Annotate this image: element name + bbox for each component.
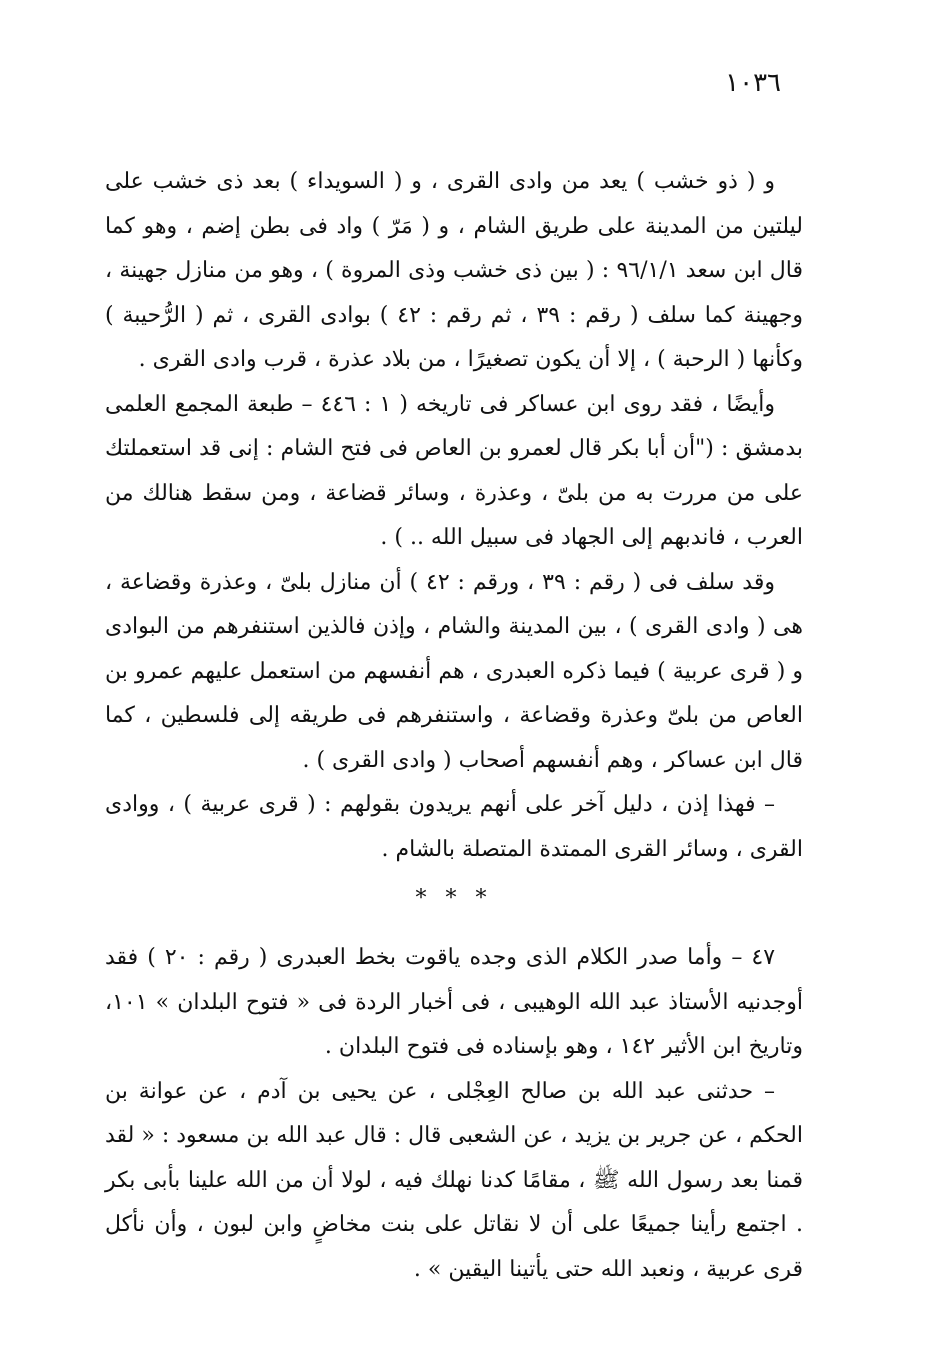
paragraph: – فهذا إذن ، دليل آخر على أنهم يريدون بقولهم : ( قرى عربية ) ، ووادى القرى ، وسائر القرى الممتدة المتصلة بالشام . xyxy=(105,792,803,862)
section-separator: * * * xyxy=(415,886,493,911)
paragraph: وأيضًا ، فقد روى ابن عساكر فى تاريخه ( ١ : ٤٤٦ – طبعة المجمع العلمى بدمشق : ("أن أبا بكر قال لعمرو بن العاص فى فتح الشام : إنى قد استعملتك على من مررت به من بلىّ ، وعذرة ، وسائر قضاعة ، ومن سقط هنالك من العرب ، فاندبهم إلى الجهاد فى سبيل الله .. ) . xyxy=(105,391,803,550)
paragraph: و ( ذو خشب ) يعد من وادى القرى ، و ( السويداء ) بعد ذى خشب على ليلتين من المدينة على طريق الشام ، و ( مَرّ ) واد فى بطن إضم ، وهو كما قال ابن سعد ٩٦/١/١ : ( بين ذى خشب وذى المروة ) ، وهو من منازل جهينة ، وجهينة كما سلف ( رقم : ٣٩ ، ثم رقم : ٤٢ ) بوادى القرى ، ثم ( الرُّحيبة ) وكأنها ( الرحبة ) ، إلا أن يكون تصغيرًا ، من بلاد عذرة ، قرب وادى القرى . xyxy=(105,169,804,372)
body-text xyxy=(105,160,803,1292)
paragraph: – حدثنى عبد الله بن صالح العِجْلى ، عن يحيى بن آدم ، عن عوانة بن الحكم ، عن جرير بن يزيد ، عن الشعبى قال : قال عبد الله بن مسعود : « لقد قمنا بعد رسول الله ﷺ ، مقامًا كدنا نهلك فيه ، لولا أن من الله علينا بأبى بكر . اجتمع رأينا جميعًا على أن لا نقاتل على بنت مخاضٍ وابن لبون ، وأن نأكل قرى عربية ، ونعبد الله حتى يأتينا اليقين » . xyxy=(105,1078,803,1282)
paragraph: وقد سلف فى ( رقم : ٣٩ ، ورقم : ٤٢ ) أن منازل بلىّ ، وعذرة وقضاعة ، هى ( وادى القرى ) ، بين المدينة والشام ، وإذن فالذين استنفرهم من البوادى و ( قرى عربية ) فيما ذكره العبدرى ، هم أنفسهم من استعمل عليهم عمرو بن العاص من بلىّ وعذرة وقضاعة ، واستنفرهم فى طريقه إلى فلسطين ، كما قال ابن عساكر ، وهم أنفسهم أصحاب ( وادى القرى ) . xyxy=(105,569,803,773)
paragraph: ٤٧ – وأما صدر الكلام الذى وجده ياقوت بخط العبدرى ( رقم : ٢٠ ) فقد أوجدنيه الأستاذ عبد الله الوهيبى ، فى أخبار الردة فى « فتوح البلدان » ١٠١، وتاريخ ابن الأثير ١٤٢ ، وهو بإسناده فى فتوح البلدان . xyxy=(105,945,803,1059)
page-number: ١٠٣٦ xyxy=(725,68,781,98)
